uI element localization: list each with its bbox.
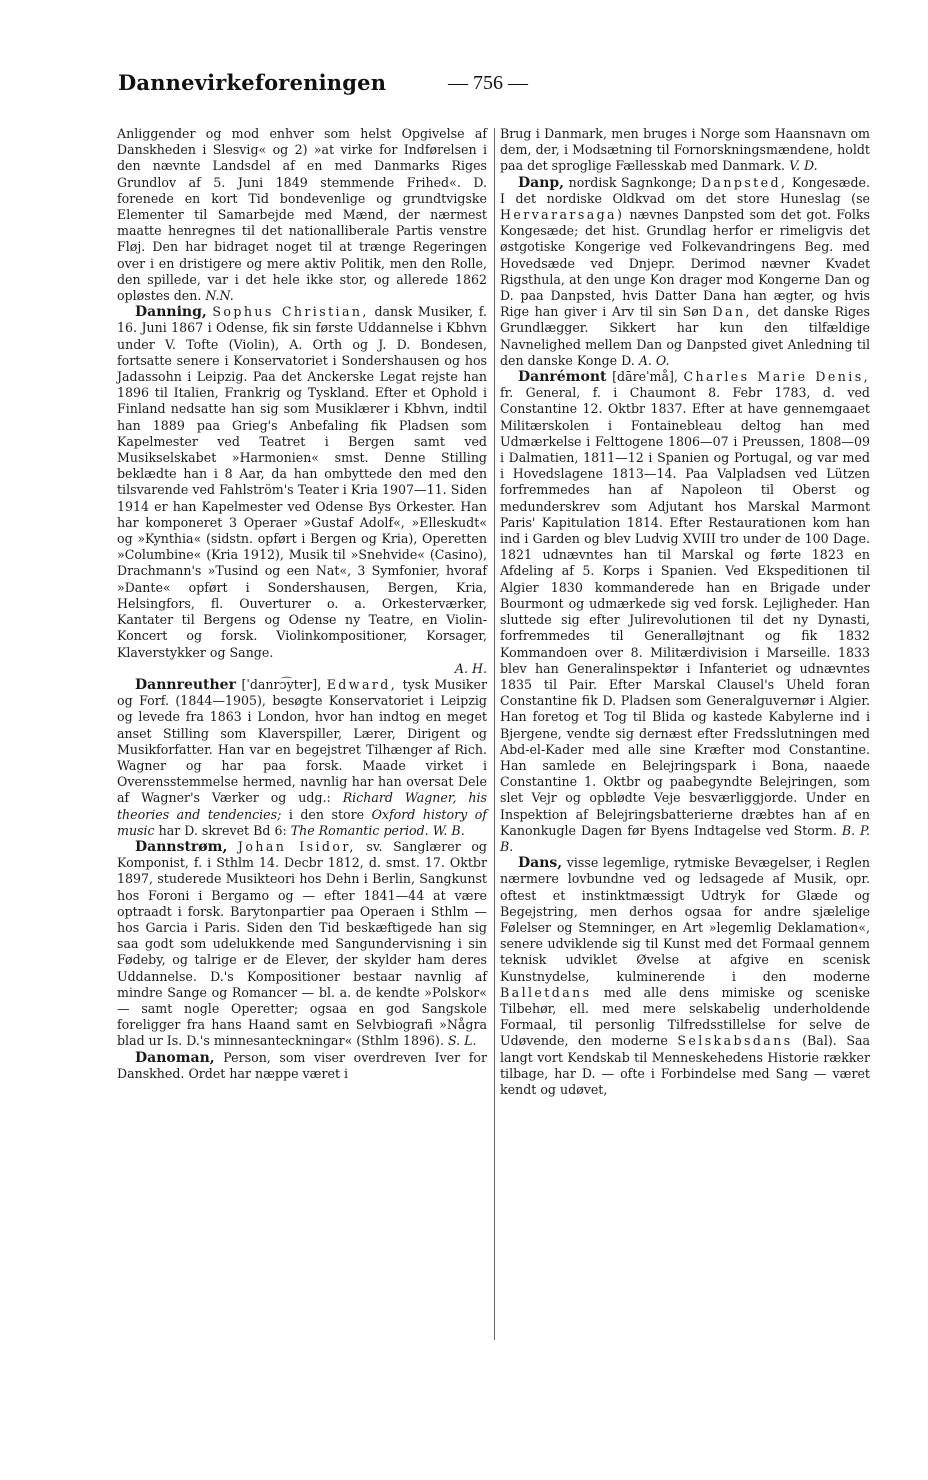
headword: Dannreuther xyxy=(135,676,236,693)
entry-name: Edward, xyxy=(326,676,398,692)
entry-danoman-continued: Brug i Danmark, men bruges i Norge som Haansnavn om dem, der, i Modsætning til Fornorskningsmændene, holdt paa det sproglige Fællesskab med Danmark. V. D. xyxy=(500,126,870,174)
page-number: — 756 — xyxy=(448,72,528,94)
entry-name: Johan Isidor, xyxy=(237,838,356,854)
entry-dans: Dans, visse legemlige, rytmiske Bevægelser, i Reglen nærmere lovbundne ved og ledsagede af Musik, opr. oftest et instinktmæssigt Udtryk for Glæde og Begejstring, men derhos ogsaa for andre sjælelige Følelser og Stemninger, en Art »legemlig Deklamation«, senere udviklende sig til Kunst med det Formaal gennem teknisk udviklet Øvelse at afgive en scenisk Kunstnydelse, kulminerende i den moderne Balletdans med alle dens mimiske og sceniske Tilbehør, ell. med mere selskabelig underholdende Formaal, til personlig Tilfredsstillelse for selve de Udøvende, den moderne Selskabsdans (Bal). Saa langt vort Kendskab til Menneskehedens Historie rækker tilbage, har D. — ofte i Forbindelse med Sang — været kendt og udøvet, xyxy=(500,855,870,1097)
headword: Danoman, xyxy=(135,1049,215,1066)
right-column xyxy=(500,126,870,1098)
author-signature: V. D. xyxy=(789,158,818,174)
entry-dannreuther: Dannreuther [ˈdanrɔ͡ytɐr], Edward, tysk Musiker og Forf. (1844—1905), besøgte Konservatoriet i Leipzig og levede fra 1863 i London, hvor han indtog en meget anset Stilling som Klaverspiller, Lærer, Dirigent og Musikforfatter. Han var en begejstret Tilhænger af Rich. Wagner og har paa forsk. Maade virket i Overensstemmelse hermed, navnlig har han oversat Dele af Wagner's Værker og udg.: Richard Wagner, his theories and tendencies; i den store Oxford history of music har D. skrevet Bd 6: The Romantic period. W. B. xyxy=(117,676,487,838)
work-title: The Romantic period. xyxy=(290,822,429,838)
work-title: Richard Wagner, his theories and tendencies; xyxy=(117,790,487,822)
entry-danp: Danp, nordisk Sagnkonge; Danpsted, Kongesæde. I det nordiske Oldkvad om det store Huneslag (se Hervararsaga) nævnes Danpsted som det got. Folks Kongesæde; det hist. Grundlag herfor er rimeligvis det østgotiske Kongerige ved Folkevandringens Beg. med Hovedsæde ved Dnjepr. Derimod nævner Kvadet Rigsthula, at den unge Kon drager mod Kongerne Dan og D. paa Danpsted, hvis Datter Dana han ægter, og hvis Rige han giver i Arv til sin Søn Dan, det danske Riges Grundlægger. Sikkert har kun den tilfældige Navnelighed mellem Dan og Danpsted givet Anledning til den danske Konge D. A. O. xyxy=(500,174,870,368)
headword: Danrémont xyxy=(518,369,607,386)
headword: Danning, xyxy=(135,304,207,321)
author-signature: N.N. xyxy=(205,288,234,304)
pronunciation: [ˈdanrɔ͡ytɐr], xyxy=(241,676,322,692)
entry-dannevirkeforeningen-continued: Anliggender og mod enhver som helst Opgivelse af Danskheden i Slesvig« og 2) »at virke for Indførelsen i den nævnte Landsdel af en med Danmarks Riges Grundlov af 5. Juni 1849 stemmende Frihed«. D. forenede en kort Tid bondevenlige og grundtvigske Elementer til Samarbejde med Mænd, der nærmest maatte henregnes til det nationalliberale Partis venstre Fløj. Den har bidraget noget til at trænge Regeringen over i en dristigere og mere aktiv Politik, men den Rolle, den spillede, var i det hele ikke stor, og allerede 1862 opløstes den. N.N. xyxy=(117,126,487,304)
entry-danremont: Danrémont [dārеˈmå], Charles Marie Denis, fr. General, f. i Chaumont 8. Febr 1783, d. ved Constantine 12. Oktbr 1837. Efter at have gennemgaaet Militærskolen i Fontainebleau deltog han med Udmærkelse i Felttogene 1806—07 i Preussen, 1808—09 i Dalmatien, 1811—12 i Spanien og Portugal, og var med i Hovedslagene 1813—14. Paa Valpladsen ved Lützen forfremmedes han af Napoleon til Oberst og medunderskrev som Adjutant hos Marskal Marmont Paris' Kapitulation 1814. Efter Restaurationen kom han ind i Garden og blev Ludvig XVIII tro under de 100 Dage. 1821 udnævntes han til Marskal og førte 1823 en Afdeling af 5. Korps i Spanien. Ved Ekspeditionen til Algier 1830 kommanderede han en Brigade under Bourmont og udmærkede sig ved forsk. Lejligheder. Han sluttede sig efter Julirevolutionen til det ny Dynasti, forfremmedes til Generalløjtnant og fik 1832 Kommandoen over 8. Militærdivision i Marseille. 1833 blev han Generalinspektør i Infanteriet og udnævntes 1835 til Pair. Efter Marskal Clausel's Uheld foran Constantine fik D. Pladsen som Generalguvernør i Algier. Han foretog et Tog til Blida og kastede Kabylerne ind i Bjergene, vendte sig dernæst efter Fredsslutningen med Abd-el-Kader med alle sine Kræfter mod Constantine. Han samlede en Belejringspark i Bona, naaede Constantine 1. Oktbr og paabegyndte Belejringen, som slet Vejr og opblødte Veje besværliggjorde. Under en Inspektion af Belejringsbatterierne dræbtes han af en Kanonkugle Dagen før Byens Indtagelse ved Storm. B. P. B. xyxy=(500,369,870,854)
entry-name: Charles Marie Denis, xyxy=(683,369,870,385)
entry-name: Sophus Christian, xyxy=(212,304,369,320)
running-head: Dannevirkeforeningen xyxy=(118,70,387,95)
left-column xyxy=(117,126,487,1082)
entry-danoman: Danoman, Person, som viser overdreven Iver for Danskhed. Ordet har næppe været i xyxy=(117,1049,487,1081)
entry-danning: Danning, Sophus Christian, dansk Musiker, f. 16. Juni 1867 i Odense, fik sin første Uddannelse i Kbhvn under V. Tofte (Violin), A. Orth og J. D. Bondesen, fortsatte senere i Konservatoriet i Sondershausen og hos Jadassohn i Leipzig. Paa det Anckerske Legat rejste han 1896 til Italien, Frankrig og Tyskland. Efter et Ophold i Finland nedsatte han sig som Musiklærer i Kbhvn, indtil han 1889 paa Grieg's Anbefaling fik Pladsen som Kapelmester ved Teatret i Bergen samt ved Musikselskabet »Harmonien« smst. Denne Stilling beklædte han i 8 Aar, da han ombyttede den med den tilsvarende ved Fahlström's Teater i Kria 1907—11. Siden 1914 er han Kapelmester ved Odense Bys Orkester. Han har komponeret 3 Operaer »Gustaf Adolf«, »Elleskudt« og »Kynthia« (sidstn. opført i Bergen og Kria), Operetten »Columbine« (Kria 1912), Musik til »Snehvide« (Casino), Drachmann's »Tusind og een Nat«, 3 Symfonier, hvoraf »Dante« opført i Sondershausen, Bergen, Kria, Helsingfors, fl. Ouverturer o. a. Orkesterværker, Kantater til Bergens og Odense ny Teatre, en Violin-Koncert og forsk. Violinkompositioner, Korsager, Klaverstykker og Sange. xyxy=(117,304,487,660)
author-signature: A. H. xyxy=(454,660,487,676)
headword: Danp, xyxy=(518,174,565,191)
page-header xyxy=(118,66,878,102)
author-signature: A. O. xyxy=(638,352,670,368)
author-signature: W. B. xyxy=(432,822,465,838)
column-divider xyxy=(494,128,495,1340)
headword: Dans, xyxy=(518,855,563,872)
headword: Dannstrøm, xyxy=(135,838,228,855)
entry-dannstrom: Dannstrøm, Johan Isidor, sv. Sanglærer og Komponist, f. i Sthlm 14. Decbr 1812, d. smst. 17. Oktbr 1897, studerede Musikteori hos Dehn i Berlin, Sangkunst hos Foroni i Bergamo og — efter 1841—44 at være optraadt i forsk. Barytonpartier paa Operaen i Sthlm — hos Garcia i Paris. Siden den Tid beskæftigede han sig saa godt som udelukkende med Sangundervisning i sin Fødeby, og talrige er de Elever, der skylder ham deres Uddannelse. D.'s Kompositioner bestaar navnlig af mindre Sange og Romancer — bl. a. de kendte »Polskor« — samt nogle Operetter; ogsaa en god Sangskole foreligger fra hans Haand samt en Selvbiografi »Några blad ur Is. D.'s minnesanteckningar« (Sthlm 1896). S. L. xyxy=(117,838,487,1049)
author-signature: S. L. xyxy=(447,1033,477,1049)
work-title: Oxford history of music xyxy=(117,806,487,838)
author-signature: B. P. B. xyxy=(500,822,870,854)
pronunciation: [dārеˈmå], xyxy=(612,369,678,385)
